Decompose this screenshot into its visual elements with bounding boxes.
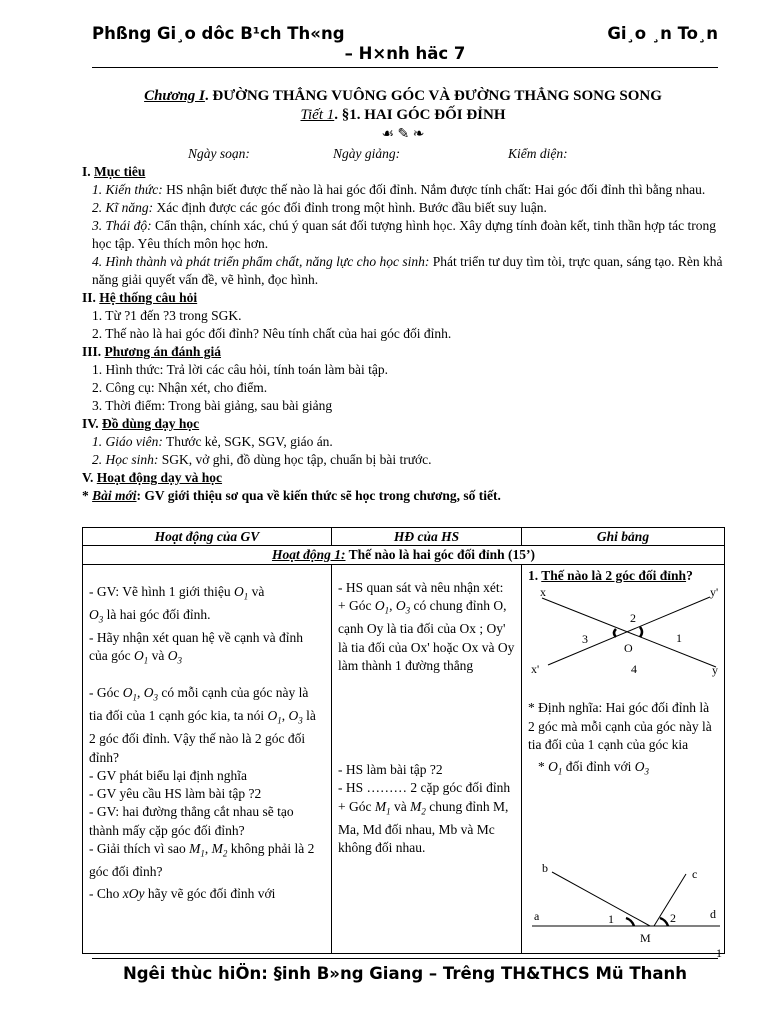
chapter-text: . ĐƯỜNG THẲNG VUÔNG GÓC VÀ ĐƯỜNG THẲNG SONG SONG (204, 88, 662, 104)
chapter-title (82, 88, 724, 105)
fig1-y: y (712, 663, 718, 677)
activity-row (83, 546, 725, 565)
angle-o1: $O_1$ (234, 584, 249, 602)
lesson-title (82, 107, 724, 124)
fig1-x: x (540, 585, 546, 599)
fig2-n1: 1 (608, 912, 614, 926)
section-heading: IV. Đồ dùng dạy học (82, 416, 200, 431)
table-header-row (83, 528, 725, 546)
angle-o3: $O_3$ (89, 606, 104, 625)
section-heading: V. Hoạt động dạy và học (82, 470, 223, 485)
fig1-n3: 3 (582, 632, 588, 646)
figure-opposite-angles (528, 585, 720, 685)
date-check: Kiểm diện: (508, 146, 568, 161)
footer-rule (92, 958, 718, 959)
section-heading: II. Hệ thống câu hỏi (82, 290, 198, 305)
fig1-o: O (624, 641, 633, 655)
date-teach: Ngày giảng: (333, 146, 401, 161)
fig2-b: b (542, 861, 548, 875)
hs-cell: - HS quan sát và nêu nhận xét: + Góc $O_1$, $O_3$ có chung đỉnh O, cạnh Oy là tia đối của Ox ; Oy' là tia đối của Ox' hoặc Ox và Oy làm thành 1 đường thẳng - HS làm bài tập ?2 - HS ……… 2 cặp góc đối đỉnh + Góc $M_1$ và $M_2$ chung đỉnh M, Ma, Md đối nhau, Mb và Mc không đối nhau. (332, 565, 522, 954)
figure-non-opposite-angles (528, 860, 720, 945)
fig2-c: c (692, 867, 698, 881)
activity-title: Hoạt động 1: Thế nào là hai góc đối đỉnh (15’) (83, 546, 725, 565)
chapter-label: Chương I (144, 88, 205, 104)
fig1-xp: x' (531, 662, 540, 676)
fig1-n4: 4 (631, 662, 637, 676)
fig1-yp: y' (710, 585, 719, 599)
page-footer: Ngêi thùc hiÖn: §inh B»ng Giang – Trêng TH&THCS Mü Thanh (122, 964, 688, 983)
page-number: 1 (716, 946, 722, 960)
fig2-m: M (640, 931, 651, 945)
section-heading: III. Phương án đánh giá (82, 344, 222, 359)
content-row (83, 565, 725, 954)
section-heading: I. Mục tiêu (82, 164, 146, 179)
col-hs: HĐ của HS (332, 528, 522, 546)
fig1-n1: 1 (676, 631, 682, 645)
fig2-a: a (534, 909, 540, 923)
ornament: ☙ ✎ ❧ (381, 127, 425, 142)
gv-cell: - GV: Vẽ hình 1 giới thiệu $O_1$ và $O_3$ là hai góc đối đỉnh. - Hãy nhận xét quan hệ về cạnh và đỉnh của góc $O_1$ và $O_3$ - Góc $O_1$, $O_3$ có mỗi cạnh của góc này là tia đối của 1 cạnh góc kia, ta nói $O_1$, $O_3$ là 2 góc đối đỉnh. Vậy thế nào là 2 góc đối đỉnh? - GV phát biểu lại định nghĩa - GV yêu cầu HS làm bài tập ?2 - GV: hai đường thẳng cắt nhau sẽ tạo thành mấy cặp góc đối đỉnh? - Giải thích vì sao $M_1$, $M_2$ không phải là 2 góc đối đỉnh? - Cho xOy hãy vẽ góc đối đỉnh với (83, 565, 332, 954)
objectives-section: I. Mục tiêu 1. Kiến thức: HS nhận biết được thế nào là hai góc đối đỉnh. Nắm được tính chất: Hai góc đối đỉnh thì bằng nhau. 2. Kĩ năng: Xác định được các góc đối đỉnh trong một hình. Bước đầu biết suy luận. 3. Thái độ: Cẩn thận, chính xác, chú ý quan sát đối tượng hình học. Xây dựng tính đoàn kết, tinh thần hợp tác trong học tập. Yêu thích môn học hơn. 4. Hình thành và phát triển phẩm chất, năng lực cho học sinh: Phát triển tư duy tìm tòi, trực quan, sáng tạo. Rèn khả năng giải quyết vấn đề, vẽ hình, đọc hình. II. Hệ thống câu hỏi 1. Từ ?1 đến ?3 trong SGK. 2. Thế nào là hai góc đối đỉnh? Nêu tính chất của hai góc đối đỉnh. III. Phương án đánh giá 1. Hình thức: Trả lời các câu hỏi, tính toán làm bài tập. 2. Công cụ: Nhận xét, cho điểm. 3. Thời điểm: Trong bài giảng, sau bài giảng IV. Đồ dùng dạy học 1. Giáo viên: Thước kẻ, SGK, SGV, giáo án. 2. Học sinh: SGK, vở ghi, đồ dùng học tập, chuẩn bị bài trước. V. Hoạt động dạy và học * Bài mới: GV giới thiệu sơ qua về kiến thức sẽ học trong chương, số tiết. (82, 164, 723, 503)
lesson-text: . §1. HAI GÓC ĐỐI ĐỈNH (334, 107, 506, 123)
fig2-n2: 2 (670, 911, 676, 925)
col-gv: Hoạt động của GV (83, 528, 332, 546)
date-prep: Ngày soạn: (188, 146, 250, 161)
gb-cell: 1. Thế nào là 2 góc đối đỉnh? x y' x' y O 1 2 3 4 * Định nghĩa: Hai góc đối đỉnh là 2 góc mà mỗi cạnh của góc này là tia đối của 1 cạnh của góc kia * $O_1$ đối đỉnh với $O_3$ a b c d M 1 2 (522, 565, 725, 954)
lesson-label: Tiết 1 (300, 107, 335, 123)
col-gb: Ghi bảng (522, 528, 725, 546)
header-right: Gi¸o ¸n To¸n (607, 24, 718, 43)
header-rule (92, 67, 718, 68)
header-sub: – H×nh häc 7 (344, 44, 466, 63)
fig1-n2: 2 (630, 611, 636, 625)
activity-table (82, 527, 725, 954)
header-left: Phßng Gi¸o dôc B¹ch Th«ng (92, 24, 345, 43)
fig2-d: d (710, 907, 716, 921)
